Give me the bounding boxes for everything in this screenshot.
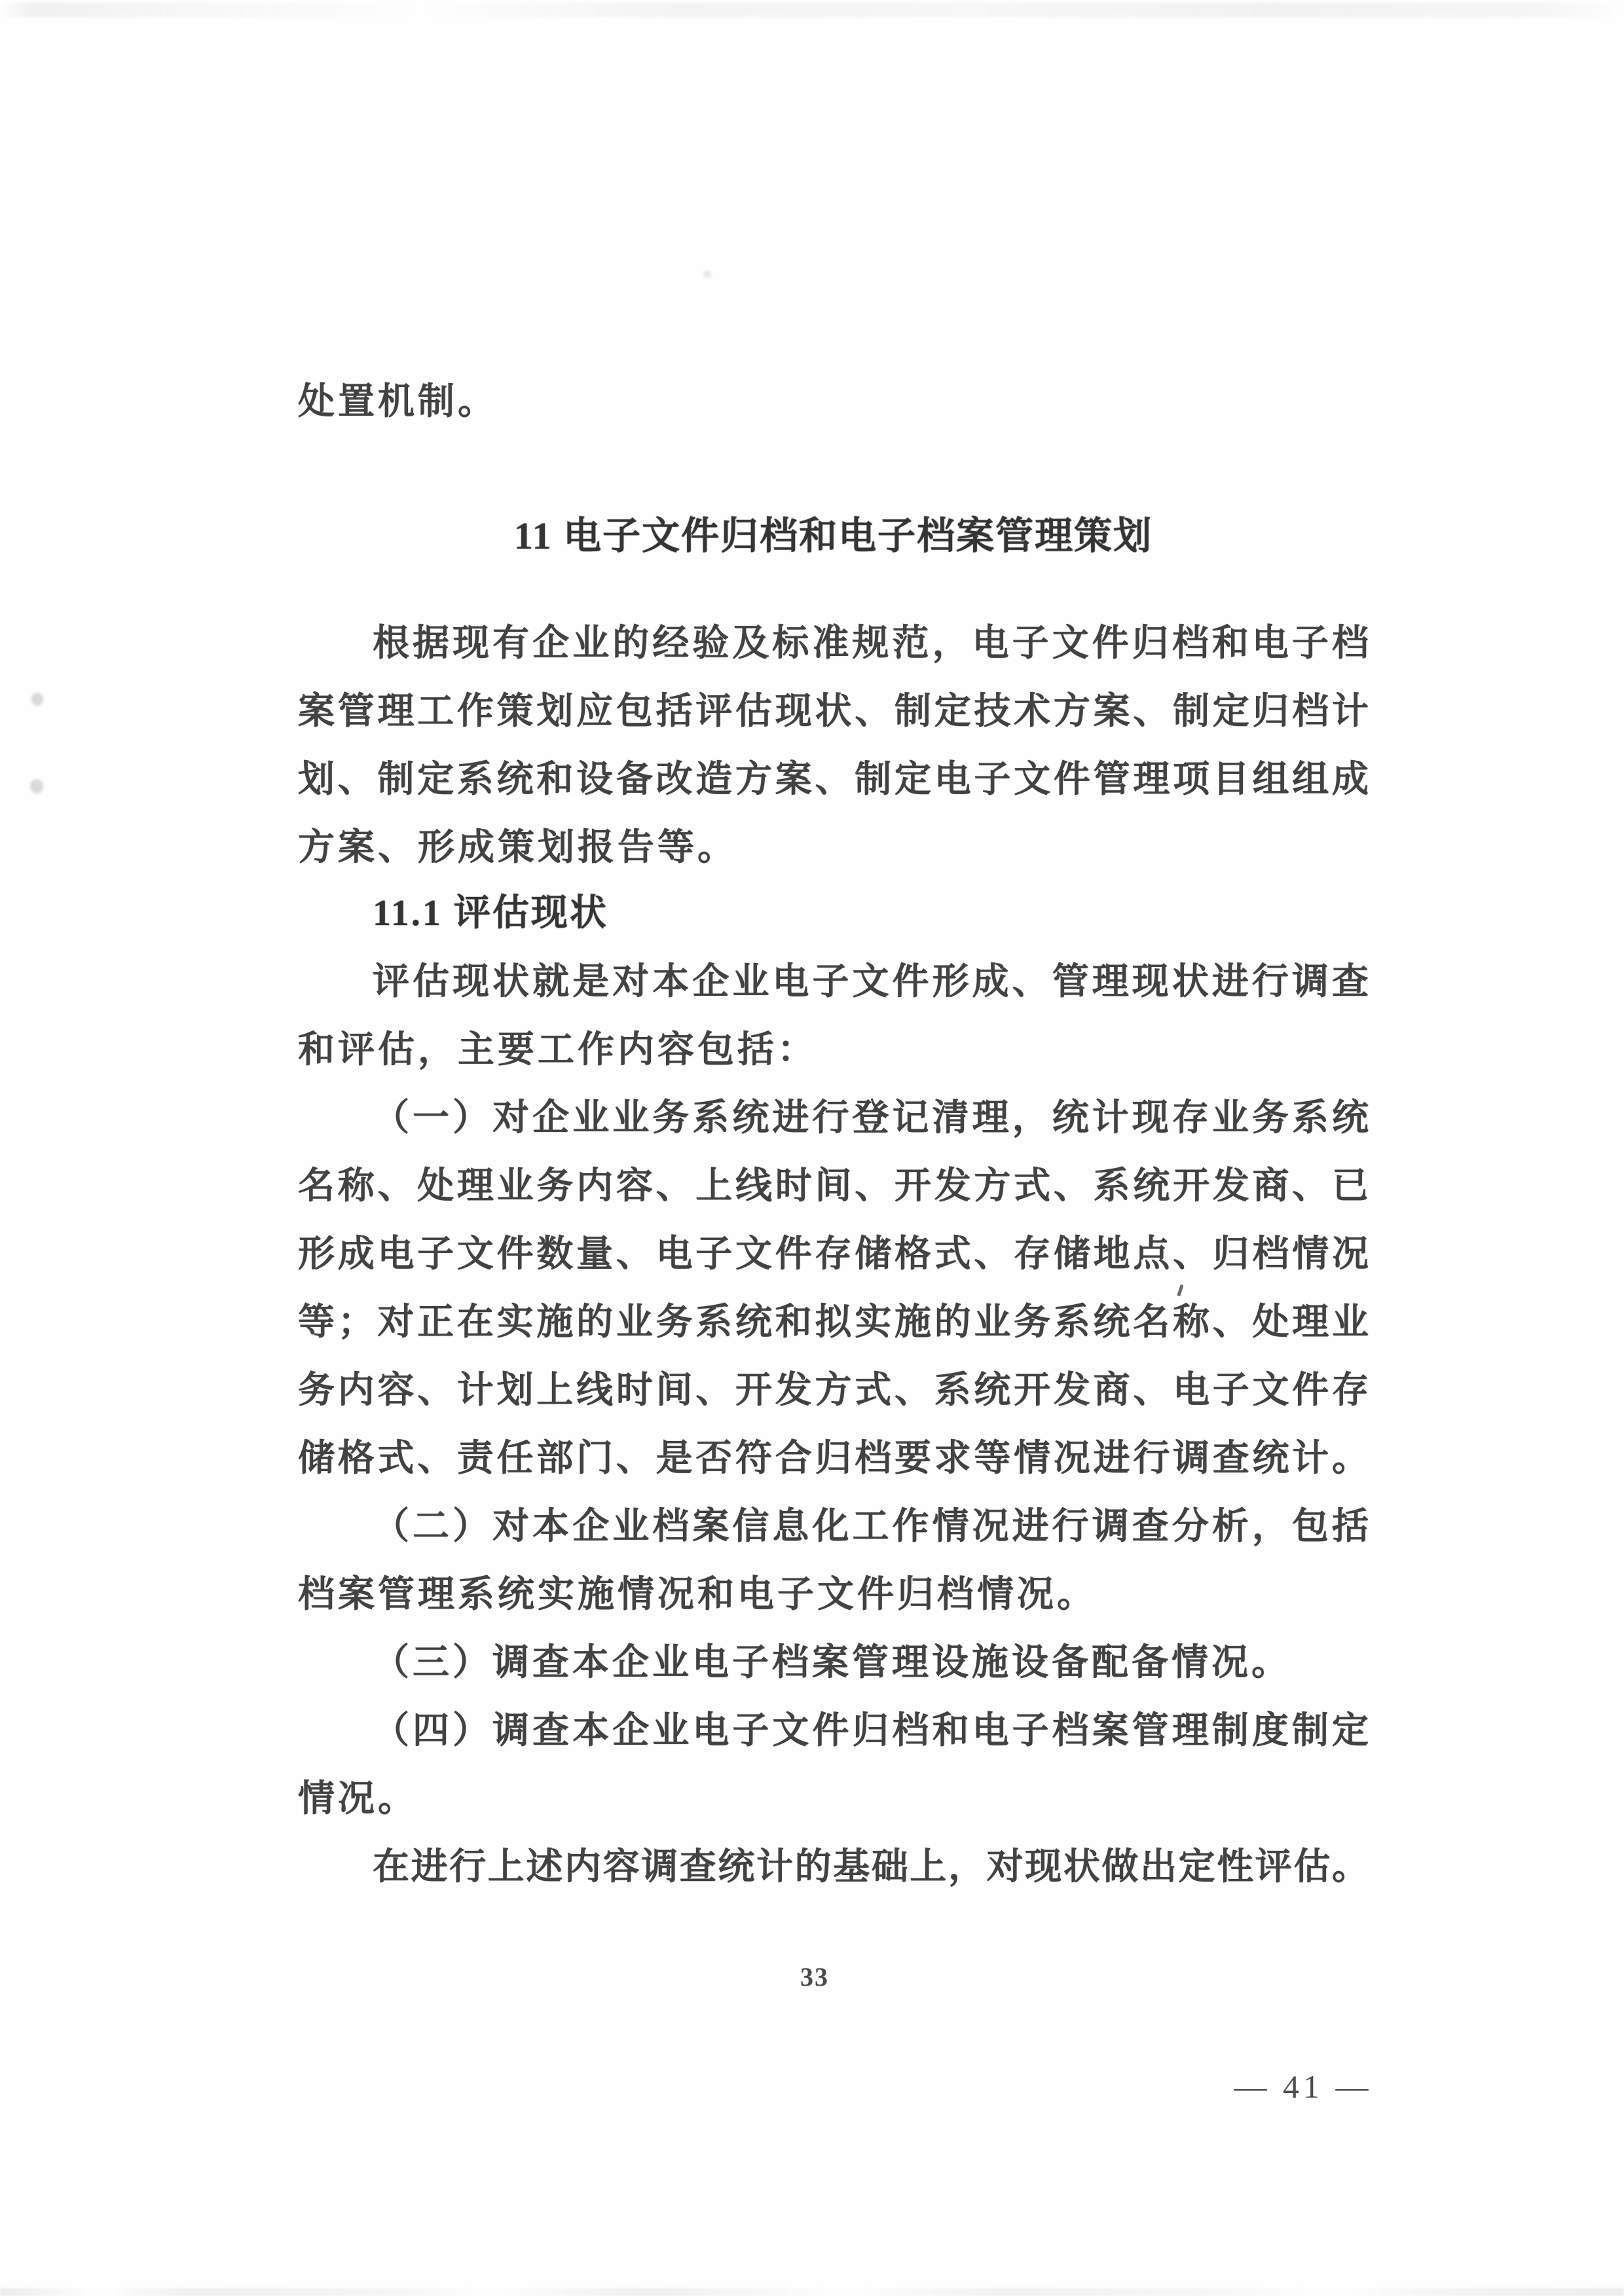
intro-line: 划、制定系统和设备改造方案、制定电子文件管理项目组组成 xyxy=(298,759,1369,800)
section-intro-line: 和评估，主要工作内容包括： xyxy=(298,1030,817,1070)
item-line: 名称、处理业务内容、上线时间、开发方式、系统开发商、已 xyxy=(298,1166,1369,1207)
scan-noise-top xyxy=(0,3,1624,17)
section-intro-line: 评估现状就是对本企业电子文件形成、管理现状进行调查 xyxy=(373,962,1369,1002)
item-line: 档案管理系统实施情况和电子文件归档情况。 xyxy=(298,1575,1097,1615)
inner-page-number: 33 xyxy=(800,1962,829,1992)
intro-line: 案管理工作策划应包括评估现状、制定技术方案、制定归档计 xyxy=(298,691,1369,732)
intro-line: 方案、形成策划报告等。 xyxy=(298,828,737,868)
scan-noise-bottom xyxy=(0,2288,1624,2296)
chapter-heading: 11 电子文件归档和电子档案管理策划 xyxy=(513,515,1153,557)
item-line: （二）对本企业档案信息化工作情况进行调查分析，包括 xyxy=(373,1506,1369,1547)
folio-page-number: — 41 — xyxy=(1234,2068,1373,2105)
closing-line: 在进行上述内容调查统计的基础上，对现状做出定性评估。 xyxy=(373,1847,1369,1887)
item-line: 情况。 xyxy=(298,1779,418,1819)
scan-tick-artifact xyxy=(1177,1285,1183,1297)
item-line: 等；对正在实施的业务系统和拟实施的业务系统名称、处理业 xyxy=(298,1302,1369,1343)
item-line: （三）调查本企业电子档案管理设施设备配备情况。 xyxy=(373,1643,1291,1683)
scan-speck xyxy=(31,693,43,706)
section-heading: 11.1 评估现状 xyxy=(373,893,608,934)
scan-speck xyxy=(30,779,43,793)
item-line: （一）对企业业务系统进行登记清理，统计现存业务系统 xyxy=(373,1098,1369,1139)
item-line: 储格式、责任部门、是否符合归档要求等情况进行调查统计。 xyxy=(298,1438,1369,1479)
item-line: （四）调查本企业电子文件归档和电子档案管理制度制定 xyxy=(373,1711,1369,1751)
intro-line: 根据现有企业的经验及标准规范，电子文件归档和电子档 xyxy=(373,623,1369,664)
item-line: 形成电子文件数量、电子文件存储格式、存储地点、归档情况 xyxy=(298,1234,1369,1275)
item-line: 务内容、计划上线时间、开发方式、系统开发商、电子文件存 xyxy=(298,1370,1369,1411)
carryover-line: 处置机制。 xyxy=(298,382,498,422)
scan-speck xyxy=(703,270,711,278)
